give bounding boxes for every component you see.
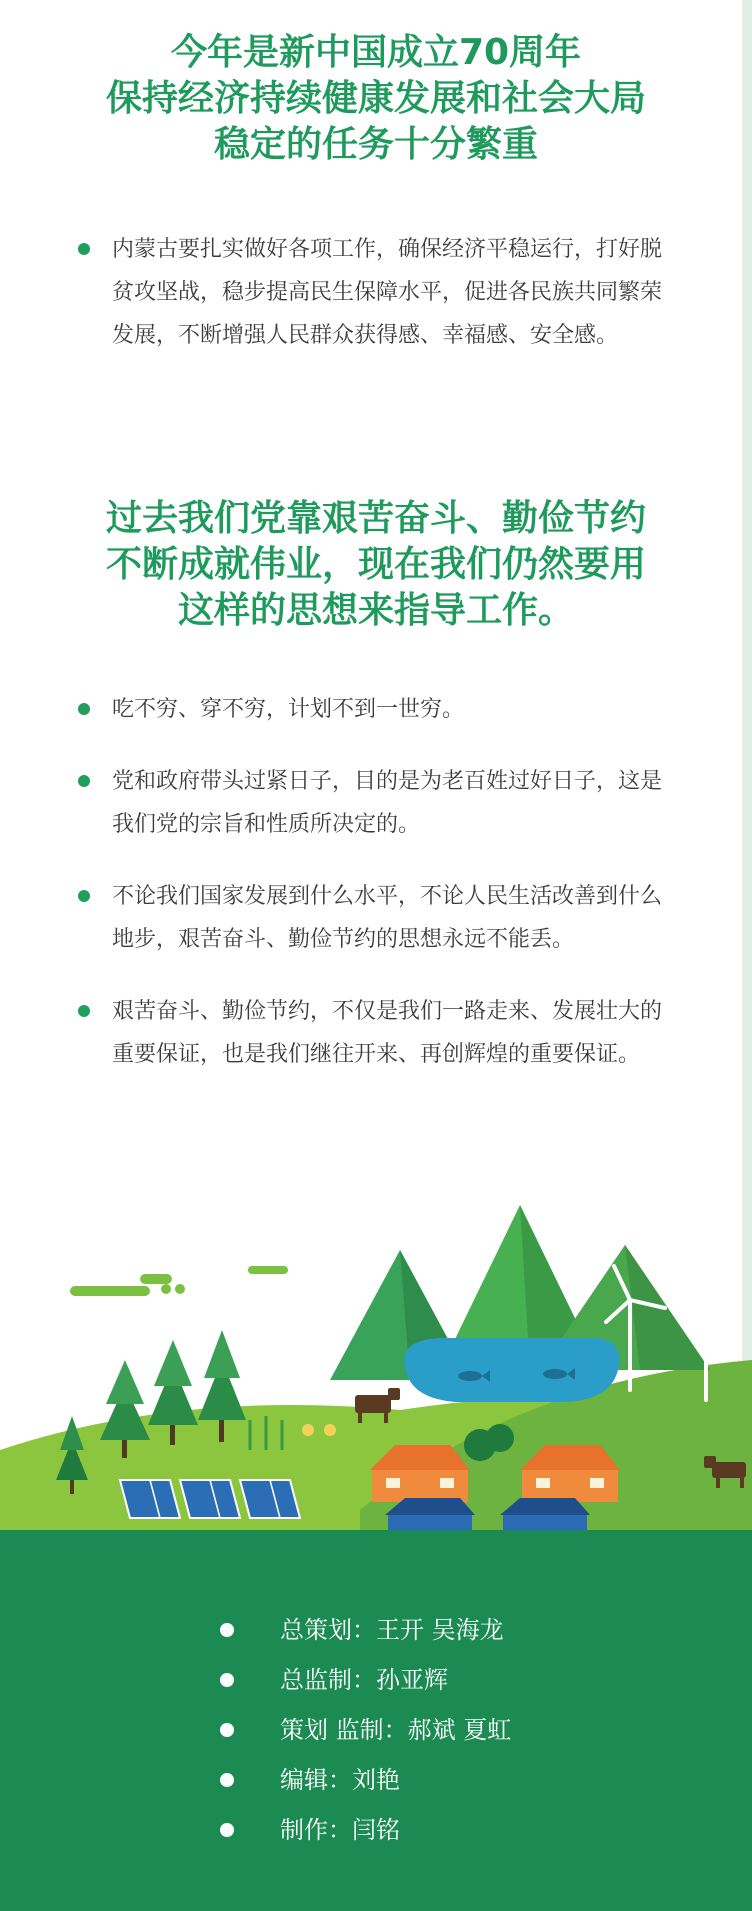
credit-text: 制作：闫铭	[280, 1816, 400, 1844]
bullet-text: 党和政府带头过紧日子，目的是为老百姓过好日子，这是我们党的宗旨和性质所决定的。	[112, 769, 663, 837]
heading-line: 今年是新中国成立70周年	[170, 32, 582, 73]
bullet-dot-icon	[220, 1623, 234, 1637]
bullet-text: 不论我们国家发展到什么水平，不论人民生活改善到什么地步，艰苦奋斗、勤俭节约的思想永远不能丢。	[112, 884, 663, 952]
bullet-dot-icon	[220, 1773, 234, 1787]
bullet-dot-icon	[78, 890, 90, 902]
section2-bullet-list	[76, 688, 676, 1105]
bullet-dot-icon	[220, 1673, 234, 1687]
section1-bullet-list	[76, 228, 676, 357]
bullet-item	[76, 760, 676, 846]
bullet-text: 艰苦奋斗、勤俭节约，不仅是我们一路走来、发展壮大的重要保证，也是我们继往开来、再创辉煌的重要保证。	[112, 999, 663, 1067]
credits-list	[218, 1605, 511, 1855]
section1-heading	[20, 30, 732, 168]
bullet-dot-icon	[78, 243, 90, 255]
solar-panel-icon	[240, 1480, 300, 1518]
solar-panel-icon	[120, 1480, 180, 1518]
cloud-icon	[70, 1266, 288, 1296]
credit-text: 总策划：王开 吴海龙	[280, 1616, 504, 1644]
bullet-dot-icon	[78, 1005, 90, 1017]
heading-line: 不断成就伟业，现在我们仍然要用	[105, 544, 646, 585]
credit-item	[218, 1705, 511, 1755]
bullet-dot-icon	[220, 1723, 234, 1737]
credit-text: 总监制：孙亚辉	[280, 1666, 448, 1694]
landscape-illustration	[0, 1180, 752, 1540]
credit-item	[218, 1655, 511, 1705]
bullet-text: 吃不穷、穿不穷，计划不到一世穷。	[112, 697, 465, 722]
credit-item	[218, 1805, 511, 1855]
bullet-dot-icon	[78, 703, 90, 715]
lake-icon	[404, 1338, 619, 1402]
bullet-item	[76, 990, 676, 1076]
heading-line: 这样的思想来指导工作。	[177, 590, 574, 631]
heading-line: 稳定的任务十分繁重	[213, 124, 538, 165]
credit-item	[218, 1755, 511, 1805]
solar-panel-icon	[180, 1480, 240, 1518]
bullet-dot-icon	[220, 1823, 234, 1837]
bullet-item	[76, 228, 676, 357]
credit-text: 策划 监制：郝斌 夏虹	[280, 1716, 512, 1744]
heading-line: 保持经济持续健康发展和社会大局	[105, 78, 646, 119]
bullet-item	[76, 875, 676, 961]
credit-text: 编辑：刘艳	[280, 1766, 400, 1794]
bullet-dot-icon	[78, 775, 90, 787]
heading-line: 过去我们党靠艰苦奋斗、勤俭节约	[105, 498, 646, 539]
section2-heading	[20, 496, 732, 634]
credit-item	[218, 1605, 511, 1655]
bullet-item	[76, 688, 676, 731]
bullet-text: 内蒙古要扎实做好各项工作，确保经济平稳运行，打好脱贫攻坚战，稳步提高民生保障水平，促进各民族共同繁荣发展，不断增强人民群众获得感、幸福感、安全感。	[112, 237, 663, 348]
